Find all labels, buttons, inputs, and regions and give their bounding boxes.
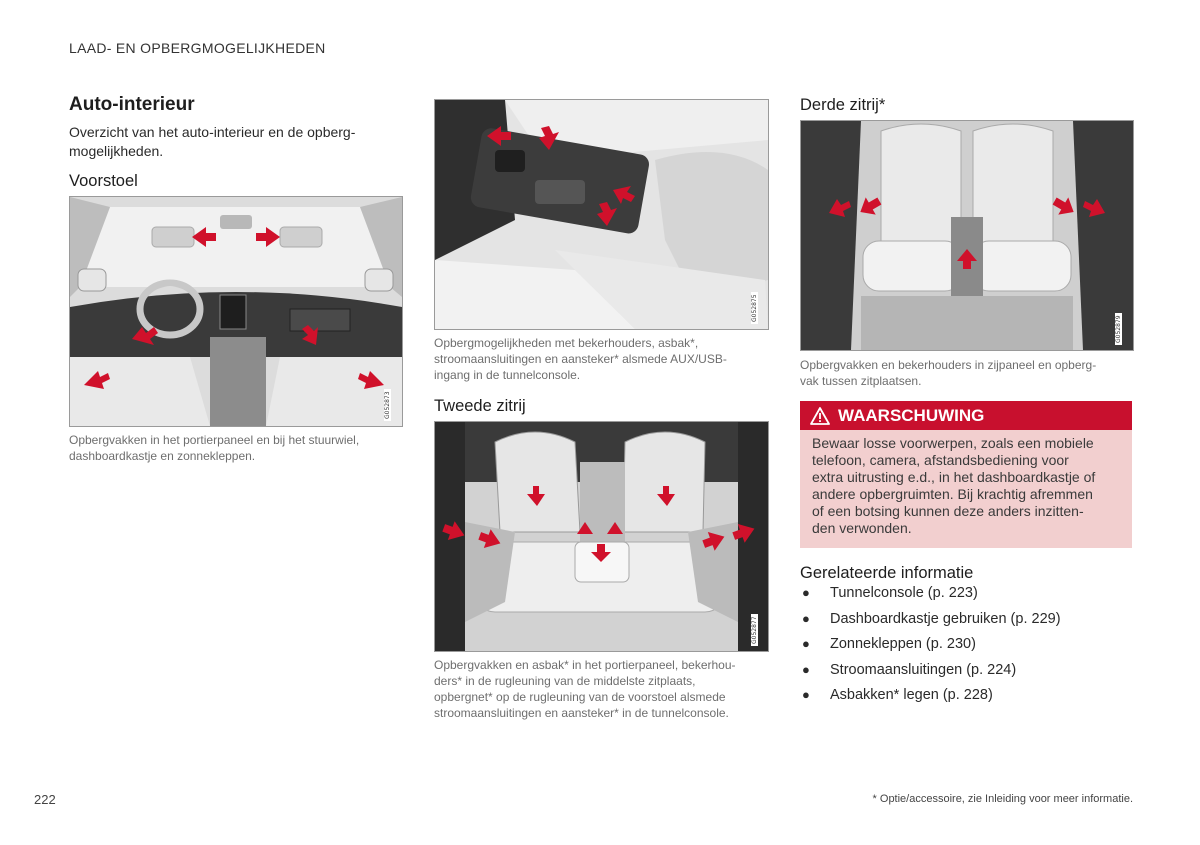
warning-triangle-icon bbox=[810, 407, 830, 425]
bullet-icon: ● bbox=[802, 585, 810, 600]
third-row-heading: Derde zitrij* bbox=[800, 96, 886, 114]
warning-title: WAARSCHUWING bbox=[838, 405, 985, 425]
bullet-icon: ● bbox=[802, 610, 810, 626]
console-caption-3: ingang in de tunnelconsole. bbox=[434, 368, 581, 382]
related-item[interactable] bbox=[800, 611, 1132, 637]
warning-line: Bewaar losse voorwerpen, zoals een mobiele bbox=[812, 435, 1094, 451]
front-seat-image bbox=[69, 196, 403, 427]
related-list bbox=[800, 585, 1132, 713]
related-link[interactable]: Asbakken* legen (p. 228) bbox=[830, 687, 993, 703]
page-title: Auto-interieur bbox=[69, 94, 195, 115]
console-caption-2: stroomaansluitingen en aansteker* alsmede AUX/USB- bbox=[434, 352, 727, 366]
second-row-image bbox=[434, 421, 769, 652]
second-row-heading: Tweede zitrij bbox=[434, 397, 526, 415]
warning-line: extra uitrusting e.d., in het dashboardkastje of bbox=[812, 469, 1096, 485]
related-item[interactable] bbox=[800, 636, 1132, 662]
front-seat-caption-2: dashboardkastje en zonnekleppen. bbox=[69, 449, 256, 463]
bullet-icon: ● bbox=[802, 636, 810, 651]
third-row-image bbox=[800, 120, 1134, 351]
related-link[interactable]: Stroomaansluitingen (p. 224) bbox=[830, 661, 1017, 678]
warning-line: andere opbergruimten. Bij krachtig afremmen bbox=[812, 486, 1093, 502]
warning-line: of een botsing kunnen deze anders inzitten- bbox=[812, 503, 1084, 519]
front-seat-heading: Voorstoel bbox=[69, 172, 138, 190]
page-number: 222 bbox=[34, 792, 56, 807]
second-row-caption-4: stroomaansluitingen en aansteker* in de tunnelconsole. bbox=[434, 706, 729, 720]
second-row-caption-1: Opbergvakken en asbak* in het portierpaneel, bekerhou- bbox=[434, 658, 736, 672]
related-item[interactable] bbox=[800, 585, 1132, 611]
warning-line: den verwonden. bbox=[812, 520, 912, 536]
third-row-caption-2: vak tussen zitplaatsen. bbox=[800, 374, 922, 388]
related-heading: Gerelateerde informatie bbox=[800, 564, 974, 582]
related-link[interactable]: Zonnekleppen (p. 230) bbox=[830, 636, 976, 652]
running-header: LAAD- EN OPBERGMOGELIJKHEDEN bbox=[69, 40, 326, 56]
second-row-image-code: G052877 bbox=[751, 616, 758, 644]
related-link[interactable]: Tunnelconsole (p. 223) bbox=[830, 585, 978, 601]
warning-header bbox=[800, 401, 1132, 430]
console-image bbox=[434, 99, 769, 330]
second-row-caption-3: opbergnet* op de rugleuning van de voorstoel alsmede bbox=[434, 690, 726, 704]
front-seat-image-code: G052873 bbox=[384, 391, 391, 419]
third-row-image-code: G052879 bbox=[1115, 315, 1122, 343]
warning-line: telefoon, camera, afstandsbediening voor bbox=[812, 452, 1069, 468]
front-seat-caption-1: Opbergvakken in het portierpaneel en bij het stuurwiel, bbox=[69, 433, 360, 447]
console-image-code: G052875 bbox=[751, 294, 758, 322]
related-link[interactable]: Dashboardkastje gebruiken (p. 229) bbox=[830, 610, 1061, 627]
warning-body bbox=[800, 430, 1132, 548]
bullet-icon: ● bbox=[802, 661, 810, 677]
related-item[interactable] bbox=[800, 662, 1132, 688]
bullet-icon: ● bbox=[802, 687, 810, 702]
related-item[interactable] bbox=[800, 687, 1132, 713]
console-caption-1: Opbergmogelijkheden met bekerhouders, asbak*, bbox=[434, 336, 699, 350]
footnote: * Optie/accessoire, zie Inleiding voor meer informatie. bbox=[872, 793, 1133, 805]
intro-line-2: mogelijkheden. bbox=[69, 143, 164, 159]
second-row-caption-2: ders* in de rugleuning van de middelste zitplaats, bbox=[434, 674, 696, 688]
intro-line-1: Overzicht van het auto-interieur en de opberg- bbox=[69, 124, 356, 140]
third-row-caption-1: Opbergvakken en bekerhouders in zijpaneel en opberg- bbox=[800, 358, 1097, 372]
